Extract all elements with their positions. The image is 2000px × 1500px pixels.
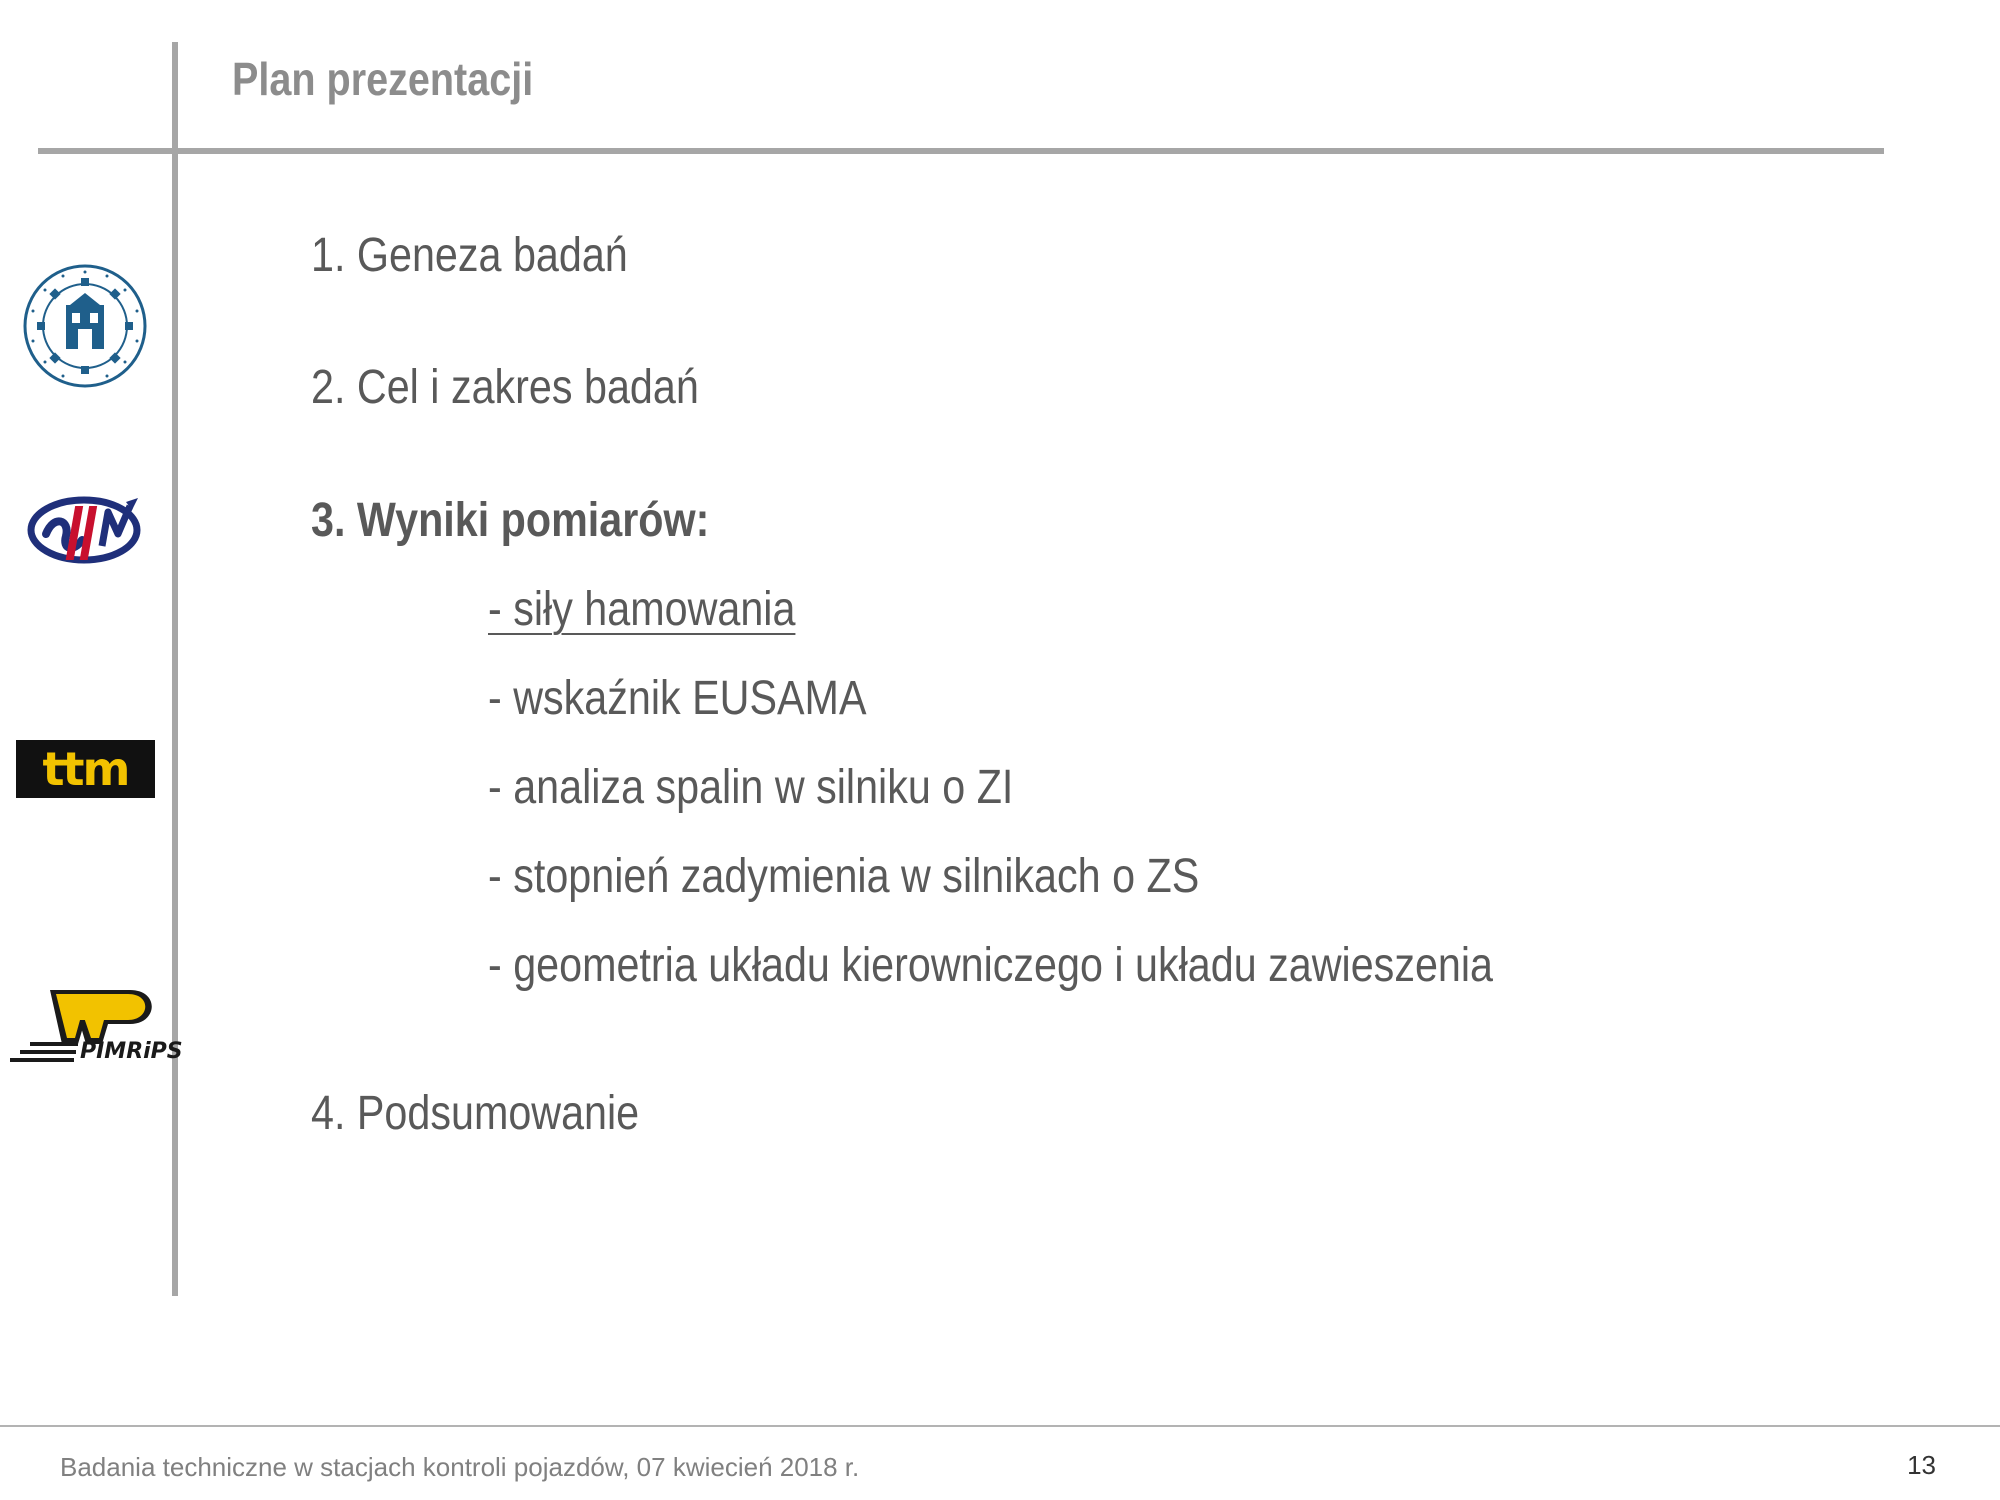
ttm-logo (16, 740, 155, 798)
sitm-logo (26, 490, 142, 572)
agenda-item-1: 1. Geneza badań (311, 229, 628, 282)
pimrips-logo (10, 984, 183, 1070)
footer-text: Badania techniczne w stacjach kontroli pojazdów, 07 kwiecień 2018 r. (60, 1452, 860, 1482)
subitem-eusama: - wskaźnik EUSAMA (488, 672, 867, 725)
agenda-item-4: 4. Podsumowanie (311, 1087, 640, 1140)
agenda-item-2: 2. Cel i zakres badań (311, 361, 699, 414)
ttm-logo-text: ttm (42, 742, 129, 796)
poznan-university-logo (22, 263, 148, 389)
title-underline (38, 148, 1884, 154)
subitem-brake-forces: - siły hamowania (488, 583, 796, 636)
subitem-geometry: - geometria układu kierowniczego i układu zawieszenia (488, 939, 1494, 992)
vertical-divider (172, 42, 178, 1296)
subitem-exhaust-analysis: - analiza spalin w silniku o ZI (488, 761, 1014, 814)
page-number: 13 (1907, 1450, 1936, 1480)
subitem-smoke-opacity: - stopnień zadymienia w silnikach o ZS (488, 850, 1200, 903)
slide-title: Plan prezentacji (232, 53, 534, 105)
agenda-item-3: 3. Wyniki pomiarów: (311, 494, 710, 547)
pimrips-logo-text: PIMRiPS (80, 1039, 183, 1064)
footer-divider (0, 1425, 2000, 1427)
